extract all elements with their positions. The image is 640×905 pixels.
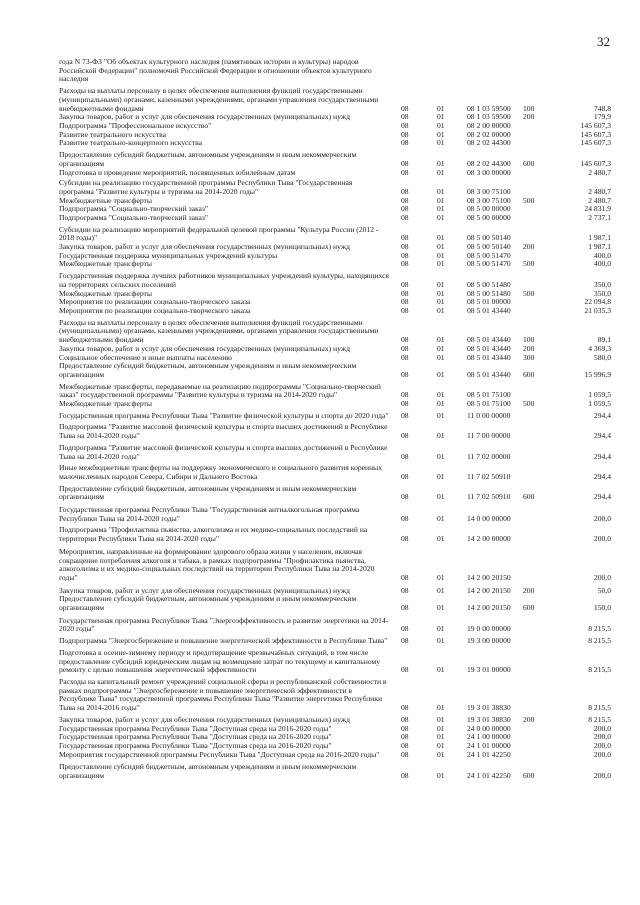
row-name: Государственная программа Республики Тыва "Развитие физической культуры и спорта до 2020 года" xyxy=(59,410,389,420)
row-subsection: 01 xyxy=(437,732,445,742)
row-amount: 145 607,3 xyxy=(580,138,611,148)
row-expense-type: 200 xyxy=(523,714,535,724)
row-expense-type: 200 xyxy=(523,343,535,353)
row-name: Подпрограмма "Профессиональное искусство" xyxy=(59,120,212,130)
row-name: Закупка товаров, работ и услуг для обеспечения государственных (муниципальных) нужд xyxy=(59,112,350,122)
row-subsection: 01 xyxy=(437,352,445,362)
row-amount: 8 215,5 xyxy=(588,636,611,646)
row-section: 08 xyxy=(401,723,409,733)
row-expense-type: 600 xyxy=(523,492,535,502)
table-row xyxy=(0,383,640,400)
row-amount: 200,0 xyxy=(593,513,611,523)
row-target-article: 19 0 00 00000 xyxy=(467,624,511,634)
row-section: 08 xyxy=(401,636,409,646)
row-subsection: 01 xyxy=(437,204,445,214)
row-name: Предоставление субсидий бюджетным, автономным учреждениям и иным некоммерческим организациям xyxy=(59,483,357,502)
row-subsection: 01 xyxy=(437,129,445,139)
row-target-article: 19 3 01 38830 xyxy=(467,714,511,724)
table-row xyxy=(0,214,640,223)
row-name: Мероприятия государственной программы Республики Тыва "Доступная среда на 2016-2020 годы" xyxy=(59,749,380,759)
row-target-article: 08 5 00 00000 xyxy=(467,212,511,222)
row-target-article: 11 7 02 50910 xyxy=(467,492,511,502)
row-subsection: 01 xyxy=(437,242,445,252)
row-target-article: 08 3 00 00000 xyxy=(467,168,511,178)
row-section: 08 xyxy=(401,279,409,289)
row-section: 08 xyxy=(401,233,409,243)
row-amount: 1 987,1 xyxy=(588,242,611,252)
row-section: 08 xyxy=(401,431,409,441)
row-expense-type: 500 xyxy=(523,288,535,298)
row-section: 08 xyxy=(401,158,409,168)
table-row xyxy=(0,272,640,289)
row-expense-type: 100 xyxy=(523,335,535,345)
row-amount: 8 215,5 xyxy=(588,703,611,713)
table-row xyxy=(0,485,640,502)
row-subsection: 01 xyxy=(437,279,445,289)
row-target-article: 08 5 01 00000 xyxy=(467,297,511,307)
row-subsection: 01 xyxy=(437,534,445,544)
row-name: года N 73-ФЗ "Об объектах культурного наследия (памятниках истории и культуры) народов Российской Федерации" полномочий Российской Федерации в отношении объектов культурного наследия xyxy=(59,57,372,84)
table-row xyxy=(0,260,640,269)
row-name: Развитие театрального искусства xyxy=(59,129,166,139)
row-name: Подпрограмма "Профилактика пьянства, алкоголизма и их медико-социальных последствий на территории Республики Тыва на 2014-2020 годы" xyxy=(59,525,368,544)
row-target-article: 14 2 00 20150 xyxy=(467,585,511,595)
row-section: 08 xyxy=(401,513,409,523)
row-amount: 200,0 xyxy=(593,740,611,750)
row-amount: 4 369,3 xyxy=(588,343,611,353)
row-subsection: 01 xyxy=(437,399,445,409)
row-name: Государственная программа Республики Тыва "Доступная среда на 2016-2020 годы" xyxy=(59,732,332,742)
row-subsection: 01 xyxy=(437,513,445,523)
row-target-article: 08 5 00 51470 xyxy=(467,259,511,269)
row-target-article: 08 5 00 51480 xyxy=(467,279,511,289)
row-amount: 8 215,5 xyxy=(588,665,611,675)
row-target-article: 08 5 01 43440 xyxy=(467,352,511,362)
row-target-article: 08 5 00 50140 xyxy=(467,242,511,252)
row-section: 08 xyxy=(401,399,409,409)
row-name: Государственная программа Республики Тыва "Энергоэффективность и развитие энергетики на 2014-2020 годы" xyxy=(59,615,389,634)
row-target-article: 08 2 02 00000 xyxy=(467,129,511,139)
row-subsection: 01 xyxy=(437,492,445,502)
row-section: 08 xyxy=(401,732,409,742)
table-row xyxy=(0,139,640,148)
row-target-article: 08 3 00 75100 xyxy=(467,186,511,196)
table-row xyxy=(0,412,640,421)
row-name: Мероприятия по реализации социально-творческого заказа xyxy=(59,297,251,307)
table-row xyxy=(0,678,640,713)
table-row xyxy=(0,179,640,196)
row-subsection: 01 xyxy=(437,390,445,400)
row-section: 08 xyxy=(401,410,409,420)
row-section: 08 xyxy=(401,390,409,400)
row-subsection: 01 xyxy=(437,665,445,675)
row-section: 08 xyxy=(401,451,409,461)
row-amount: 294,4 xyxy=(593,471,611,481)
row-section: 08 xyxy=(401,288,409,298)
row-name: Государственная поддержка лучших работников муниципальных учреждений культуры, находящихся на территориях сельских поселений xyxy=(59,271,389,289)
row-name: Предоставление субсидий бюджетным, автономным учреждениям и иным некоммерческим организациям xyxy=(59,594,357,613)
row-subsection: 01 xyxy=(437,749,445,759)
row-name: Межбюджетные трансферты xyxy=(59,195,152,205)
row-subsection: 01 xyxy=(437,138,445,148)
table-row xyxy=(0,169,640,178)
row-target-article: 14 2 00 20150 xyxy=(467,603,511,613)
row-section: 08 xyxy=(401,714,409,724)
row-target-article: 08 3 00 75100 xyxy=(467,195,511,205)
row-target-article: 08 5 00 51470 xyxy=(467,250,511,260)
row-amount: 2 480,7 xyxy=(588,168,611,178)
row-subsection: 01 xyxy=(437,112,445,122)
row-target-article: 24 0 00 00000 xyxy=(467,723,511,733)
table-row xyxy=(0,763,640,780)
row-name: Подготовка к осенне-зимнему периоду и предотвращение чрезвычайных ситуаций, в том числе предоставление субсидий юридическим лицам на возмещение затрат по текущему и капитальному ремонту с целью повышения энергетической эффективности xyxy=(59,647,381,675)
row-target-article: 11 7 00 00000 xyxy=(467,431,511,441)
row-amount: 400,0 xyxy=(593,259,611,269)
row-name: Расходы на капитальный ремонт учреждений социальной сферы и республиканской собственности в рамках подпрограммы "Энергосбережение и повышение энергетической эффективности в Республике Тыва" государственной программы Республики Тыва "Развитие энергетики Республики Тыва на 2014-2016 годы" xyxy=(59,677,387,713)
row-subsection: 01 xyxy=(437,451,445,461)
row-subsection: 01 xyxy=(437,624,445,634)
row-name: Субсидии на реализацию государственной программы Республики Тыва "Государственная программа "Развитие культуры и туризма на 2014-2020 годы" xyxy=(59,178,353,196)
table-row xyxy=(0,637,640,646)
table-row xyxy=(0,649,640,675)
row-target-article: 24 1 01 42250 xyxy=(467,749,511,759)
row-subsection: 01 xyxy=(437,431,445,441)
row-amount: 580,0 xyxy=(593,352,611,362)
row-subsection: 01 xyxy=(437,297,445,307)
row-name: Предоставление субсидий бюджетным, автономным учреждениям и иным некоммерческим организациям xyxy=(59,150,357,168)
row-section: 08 xyxy=(401,534,409,544)
row-section: 08 xyxy=(401,603,409,613)
row-name: Мероприятия по реализации социально-творческого заказа xyxy=(59,305,251,315)
row-subsection: 01 xyxy=(437,740,445,750)
row-target-article: 08 1 03 59500 xyxy=(467,103,511,113)
row-subsection: 01 xyxy=(437,158,445,168)
row-section: 08 xyxy=(401,352,409,362)
row-subsection: 01 xyxy=(437,212,445,222)
row-expense-type: 500 xyxy=(523,259,535,269)
row-expense-type: 100 xyxy=(523,103,535,113)
row-subsection: 01 xyxy=(437,335,445,345)
row-name: Социальное обеспечение и иные выплаты населению xyxy=(59,352,232,362)
row-section: 08 xyxy=(401,212,409,222)
table-row xyxy=(0,423,640,440)
row-target-article: 19 3 00 00000 xyxy=(467,636,511,646)
row-section: 08 xyxy=(401,259,409,269)
row-amount: 200,0 xyxy=(593,534,611,544)
row-amount: 8 215,5 xyxy=(588,714,611,724)
row-amount: 145 607,3 xyxy=(580,120,611,130)
table-row xyxy=(0,444,640,461)
budget-table xyxy=(0,58,640,781)
table-row xyxy=(0,595,640,612)
row-target-article: 11 0 00 00000 xyxy=(467,410,511,420)
row-name: Подпрограмма "Развитие массовой физической культуры и спорта высших достижений в Республике Тыва на 2014-2020 годы" xyxy=(59,442,388,461)
row-section: 08 xyxy=(401,624,409,634)
row-section: 08 xyxy=(401,585,409,595)
row-subsection: 01 xyxy=(437,636,445,646)
row-section: 08 xyxy=(401,572,409,582)
table-row xyxy=(0,751,640,760)
row-subsection: 01 xyxy=(437,343,445,353)
row-amount: 1 987,1 xyxy=(588,233,611,243)
row-section: 08 xyxy=(401,492,409,502)
row-section: 08 xyxy=(401,305,409,315)
row-name: Межбюджетные трансферты xyxy=(59,288,152,298)
row-target-article: 08 5 01 75100 xyxy=(467,399,511,409)
row-target-article: 24 1 01 42250 xyxy=(467,771,511,781)
row-expense-type: 600 xyxy=(523,369,535,379)
table-row xyxy=(0,319,640,345)
row-name: Подпрограмма "Энергосбережение и повышение энергетической эффективности в Республике Тыва" xyxy=(59,636,388,646)
table-row xyxy=(0,506,640,523)
row-subsection: 01 xyxy=(437,233,445,243)
row-name: Подпрограмма "Социально-творческий заказ" xyxy=(59,204,208,214)
row-section: 08 xyxy=(401,186,409,196)
row-target-article: 19 3 01 00000 xyxy=(467,665,511,675)
table-row xyxy=(0,58,640,84)
row-amount: 350,0 xyxy=(593,279,611,289)
row-section: 08 xyxy=(401,297,409,307)
row-amount: 1 059,5 xyxy=(588,390,611,400)
row-amount: 24 831,9 xyxy=(584,204,611,214)
row-section: 08 xyxy=(401,242,409,252)
row-amount: 2 480,7 xyxy=(588,186,611,196)
row-name: Закупка товаров, работ и услуг для обеспечения государственных (муниципальных) нужд xyxy=(59,242,350,252)
row-name: Закупка товаров, работ и услуг для обеспечения государственных (муниципальных) нужд xyxy=(59,585,350,595)
row-name: Предоставление субсидий бюджетным, автономным учреждениям и иным некоммерческим организациям xyxy=(59,361,357,379)
row-target-article: 14 2 00 00000 xyxy=(467,534,511,544)
row-target-article: 14 2 00 20150 xyxy=(467,572,511,582)
row-target-article: 08 5 01 43440 xyxy=(467,305,511,315)
row-name: Государственная программа Республики Тыва "Доступная среда на 2016-2020 годы" xyxy=(59,740,332,750)
table-row xyxy=(0,400,640,409)
row-expense-type: 600 xyxy=(523,158,535,168)
row-name: Межбюджетные трансферты xyxy=(59,399,152,409)
row-amount: 179,9 xyxy=(593,112,611,122)
row-target-article: 08 5 01 43440 xyxy=(467,335,511,345)
row-name: Государственная поддержка муниципальных учреждений культуры xyxy=(59,250,278,260)
table-row xyxy=(0,548,640,583)
row-amount: 89,1 xyxy=(597,335,611,345)
row-subsection: 01 xyxy=(437,410,445,420)
row-target-article: 08 5 01 43440 xyxy=(467,369,511,379)
row-subsection: 01 xyxy=(437,288,445,298)
row-section: 08 xyxy=(401,771,409,781)
row-section: 08 xyxy=(401,112,409,122)
table-row xyxy=(0,226,640,243)
row-section: 08 xyxy=(401,103,409,113)
row-section: 08 xyxy=(401,343,409,353)
row-section: 08 xyxy=(401,120,409,130)
row-subsection: 01 xyxy=(437,703,445,713)
row-name: Расходы на выплаты персоналу в целях обеспечения выполнения функций государственными (муниципальными) органами, казенными учреждениями, органами управления государственными внебюджетными фондами xyxy=(59,317,379,345)
row-expense-type: 300 xyxy=(523,352,535,362)
row-amount: 200,0 xyxy=(593,732,611,742)
row-amount: 50,0 xyxy=(597,585,611,595)
row-subsection: 01 xyxy=(437,723,445,733)
row-name: Иные межбюджетные трансферты на поддержку экономического и социального развития коренных малочисленных народов Севера, Сибири и Дальнего Востока xyxy=(59,463,383,481)
row-name: Государственная программа Республики Тыва "Государственная антиалкогольная программа Республики Тыва на 2014-2020 годы" xyxy=(59,505,360,523)
row-expense-type: 200 xyxy=(523,242,535,252)
row-subsection: 01 xyxy=(437,195,445,205)
row-target-article: 08 5 01 43440 xyxy=(467,343,511,353)
row-amount: 200,0 xyxy=(593,749,611,759)
row-name: Закупка товаров, работ и услуг для обеспечения государственных (муниципальных) нужд xyxy=(59,343,350,353)
row-subsection: 01 xyxy=(437,771,445,781)
row-name: Развитие театрально-концертного искусства xyxy=(59,138,202,148)
row-name: Предоставление субсидий бюджетным, автономным учреждениям и иным некоммерческим организациям xyxy=(59,762,357,781)
row-target-article: 08 5 00 50140 xyxy=(467,233,511,243)
row-name: Подпрограмма "Социально-творческий заказ" xyxy=(59,212,208,222)
row-name: Мероприятия, направленные на формирование здорового образа жизни у населения, включая сокращение потребления алкоголя и табака, в рамках подпрограммы "Профилактика пьянства, алкоголизма и их медико-социальных последствий на территории Республики Тыва на 2014-2020 годы" xyxy=(59,546,375,582)
table-row xyxy=(0,151,640,168)
row-expense-type: 500 xyxy=(523,195,535,205)
row-subsection: 01 xyxy=(437,714,445,724)
row-amount: 748,8 xyxy=(593,103,611,113)
row-amount: 294,4 xyxy=(593,451,611,461)
table-row xyxy=(0,87,640,113)
row-subsection: 01 xyxy=(437,168,445,178)
row-amount: 145 607,3 xyxy=(580,158,611,168)
row-name: Государственная программа Республики Тыва "Доступная среда на 2016-2020 годы" xyxy=(59,723,332,733)
row-amount: 350,0 xyxy=(593,288,611,298)
row-target-article: 14 0 00 00000 xyxy=(467,513,511,523)
row-subsection: 01 xyxy=(437,572,445,582)
row-section: 08 xyxy=(401,204,409,214)
page-number: 32 xyxy=(597,34,610,49)
row-target-article: 08 2 02 44300 xyxy=(467,158,511,168)
row-amount: 2 480,7 xyxy=(588,195,611,205)
row-section: 08 xyxy=(401,740,409,750)
row-target-article: 08 2 02 44300 xyxy=(467,138,511,148)
row-amount: 145 607,3 xyxy=(580,129,611,139)
row-amount: 21 035,3 xyxy=(584,305,611,315)
row-subsection: 01 xyxy=(437,369,445,379)
table-row xyxy=(0,362,640,379)
row-subsection: 01 xyxy=(437,120,445,130)
row-subsection: 01 xyxy=(437,585,445,595)
row-amount: 294,4 xyxy=(593,492,611,502)
row-name: Субсидии на реализацию мероприятий федеральной целевой программы "Культура России (2012 - 2018 годы)" xyxy=(59,224,379,243)
row-target-article: 08 5 01 75100 xyxy=(467,390,511,400)
row-name: Подготовка и проведение мероприятий, посвященных юбилейным датам xyxy=(59,168,296,178)
row-subsection: 01 xyxy=(437,186,445,196)
row-target-article: 24 1 00 00000 xyxy=(467,732,511,742)
row-expense-type: 200 xyxy=(523,112,535,122)
row-expense-type: 200 xyxy=(523,585,535,595)
row-name: Расходы на выплаты персоналу в целях обеспечения выполнения функций государственными (муниципальными) органами, казенными учреждениями, органами управления государственными внебюджетными фондами xyxy=(59,86,379,113)
row-section: 08 xyxy=(401,138,409,148)
row-expense-type: 600 xyxy=(523,603,535,613)
row-amount: 294,4 xyxy=(593,410,611,420)
row-section: 08 xyxy=(401,335,409,345)
row-amount: 200,0 xyxy=(593,723,611,733)
row-section: 08 xyxy=(401,250,409,260)
row-subsection: 01 xyxy=(437,259,445,269)
row-amount: 15 996,9 xyxy=(584,369,611,379)
row-target-article: 11 7 02 00000 xyxy=(467,451,511,461)
row-target-article: 08 5 00 51480 xyxy=(467,288,511,298)
row-amount: 2 737,1 xyxy=(588,212,611,222)
row-amount: 22 094,8 xyxy=(584,297,611,307)
row-target-article: 08 1 03 59500 xyxy=(467,112,511,122)
row-amount: 200,0 xyxy=(593,572,611,582)
row-amount: 8 215,5 xyxy=(588,624,611,634)
row-section: 08 xyxy=(401,195,409,205)
row-target-article: 19 3 01 38830 xyxy=(467,703,511,713)
table-row xyxy=(0,307,640,316)
row-expense-type: 500 xyxy=(523,399,535,409)
row-subsection: 01 xyxy=(437,471,445,481)
row-section: 08 xyxy=(401,471,409,481)
table-row xyxy=(0,526,640,543)
row-section: 08 xyxy=(401,129,409,139)
row-subsection: 01 xyxy=(437,305,445,315)
row-amount: 1 059,5 xyxy=(588,399,611,409)
row-name: Подпрограмма "Развитие массовой физической культуры и спорта высших достижений в Республике Тыва на 2014-2020 годы" xyxy=(59,422,388,441)
row-target-article: 24 1 01 00000 xyxy=(467,740,511,750)
row-section: 08 xyxy=(401,749,409,759)
row-section: 08 xyxy=(401,703,409,713)
row-subsection: 01 xyxy=(437,250,445,260)
row-amount: 150,0 xyxy=(593,603,611,613)
row-name: Межбюджетные трансферты, передаваемые на реализацию подпрограммы "Социально-творческий заказ" государственной программы "Развитие культуры и туризма на 2014-2020 годы" xyxy=(59,381,381,400)
row-amount: 200,0 xyxy=(593,771,611,781)
table-row xyxy=(0,617,640,634)
row-name: Закупка товаров, работ и услуг для обеспечения государственных (муниципальных) нужд xyxy=(59,714,350,724)
row-section: 08 xyxy=(401,369,409,379)
row-amount: 294,4 xyxy=(593,431,611,441)
row-subsection: 01 xyxy=(437,603,445,613)
row-section: 08 xyxy=(401,665,409,675)
row-name: Межбюджетные трансферты xyxy=(59,259,152,269)
table-row xyxy=(0,464,640,481)
row-section: 08 xyxy=(401,168,409,178)
row-expense-type: 600 xyxy=(523,771,535,781)
row-subsection: 01 xyxy=(437,103,445,113)
row-amount: 400,0 xyxy=(593,250,611,260)
row-target-article: 08 2 00 00000 xyxy=(467,120,511,130)
row-target-article: 11 7 02 50910 xyxy=(467,471,511,481)
row-target-article: 08 5 00 00000 xyxy=(467,204,511,214)
